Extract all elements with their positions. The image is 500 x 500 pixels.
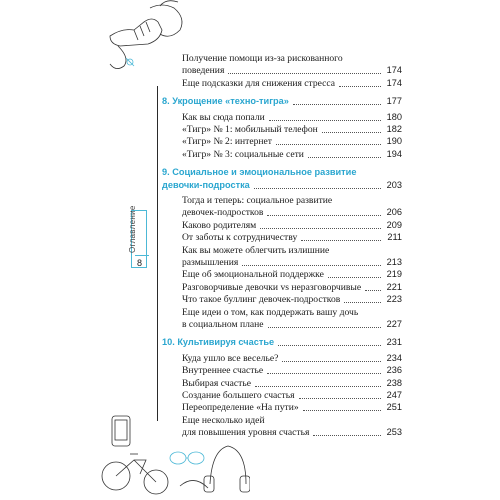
toc-leader-dots — [322, 123, 381, 133]
toc-page-number: 182 — [386, 124, 402, 134]
toc-page-number: 209 — [386, 219, 402, 230]
toc-page-number: 194 — [386, 148, 402, 159]
toc-leader-dots — [299, 389, 381, 399]
toc-page-number: 213 — [386, 257, 402, 267]
toc-leader-dots — [267, 364, 381, 374]
toc-entry-title: 8. Укрощение «техно-тигра» — [162, 96, 289, 107]
toc-entry-title: поведения — [182, 65, 225, 77]
lifestyle-doodle-icon — [100, 410, 250, 500]
toc-entry-title: в социальном плане — [182, 319, 264, 330]
toc-page-number: 174 — [386, 65, 402, 76]
running-head-rule — [135, 255, 149, 256]
toc-page-number: 206 — [386, 207, 402, 218]
toc-page-number: 190 — [386, 136, 402, 147]
toc-leader-dots — [313, 426, 380, 436]
toc-entry-title: девочек-подростков — [182, 207, 264, 219]
toc-leader-dots — [301, 231, 381, 241]
toc-page-number: 238 — [386, 377, 402, 388]
toc-leader-dots — [308, 148, 381, 158]
toc-entry-title: Как вы сюда попали — [182, 111, 265, 123]
toc-page-number: 203 — [386, 179, 402, 190]
toc-entry-title: От заботы к сотрудничеству — [182, 232, 298, 244]
toc-page-number: 251 — [386, 402, 402, 413]
toc-entry-title: «Тигр» № 3: социальные сети — [182, 148, 304, 160]
toc-entry-title: Еще об эмоциональной поддержке — [182, 269, 324, 281]
toc-leader-dots — [365, 281, 381, 291]
toc-entry-title: Что такое буллинг девочек-подростков — [182, 294, 341, 306]
toc-entry-title: Еще подсказки для снижения стресса — [182, 77, 336, 89]
toc-entry-title: Каково родителям — [182, 219, 257, 231]
toc-page-number: 180 — [386, 111, 402, 122]
toc-entry-title: размышления — [182, 257, 239, 268]
toc-page-number: 227 — [386, 319, 402, 329]
toc-page-number: 211 — [387, 232, 402, 243]
toc-leader-dots — [344, 293, 380, 303]
toc-entry-title: девочки-подростка — [162, 179, 250, 190]
toc-leader-dots — [278, 336, 381, 346]
toc-leader-dots — [339, 77, 381, 87]
toc-leader-dots — [228, 64, 380, 74]
toc-entry-title: 9. Социальное и эмоциональное развитие — [162, 167, 357, 178]
running-head-label: Оглавление — [128, 205, 137, 253]
toc-entry-title: для повышения уровня счастья — [182, 427, 310, 439]
toc-leader-dots — [254, 179, 381, 189]
toc-leader-dots — [269, 111, 381, 121]
toc-entry-title: Как вы можете облегчить излишние — [182, 244, 330, 256]
toc-entry-title: Внутреннее счастье — [182, 365, 264, 377]
toc-page-number: 177 — [386, 96, 402, 107]
toc-page-number: 236 — [386, 365, 402, 376]
toc-entry-title: Создание большего счастья — [182, 390, 295, 401]
toc-entry-title: Выбирая счастье — [182, 377, 251, 389]
toc-page-number: 174 — [386, 77, 402, 88]
toc-page-number: 231 — [386, 337, 402, 348]
toc-leader-dots — [303, 401, 381, 411]
toc-page-number: 253 — [386, 427, 402, 438]
toc-leader-dots — [276, 135, 381, 145]
toc-entry-title: Еще несколько идей — [182, 414, 265, 426]
toc-leader-dots — [268, 318, 381, 328]
toc-leader-dots — [255, 377, 381, 387]
toc-entry-title: «Тигр» № 1: мобильный телефон — [182, 124, 318, 135]
toc-page-number: 234 — [386, 352, 402, 363]
toc-page-number: 247 — [386, 390, 402, 400]
toc-leader-dots — [242, 256, 380, 266]
toc-page-number: 221 — [386, 281, 402, 292]
toc-leader-dots — [293, 95, 381, 105]
page-number: 8 — [137, 258, 143, 268]
toc-entry-title: Куда ушло все веселье? — [182, 352, 279, 364]
toc-entry-title: 10. Культивируя счастье — [162, 337, 275, 348]
toc-leader-dots — [267, 206, 380, 216]
toc-entry-title: Получение помощи из-за рискованного — [182, 53, 343, 64]
toc-entry-title: Еще идеи о том, как поддержать вашу дочь — [182, 306, 359, 318]
toc-leader-dots — [328, 268, 381, 278]
toc-page-number: 223 — [386, 294, 402, 305]
toc-entry-title: Тогда и теперь: социальное развитие — [182, 195, 333, 206]
toc-leader-dots — [260, 219, 380, 229]
toc-entry-title: Разговорчивые девочки vs неразговорчивые — [182, 281, 362, 293]
toc-entry-title: Переопределение «На пути» — [182, 402, 299, 414]
margin-rule — [157, 86, 158, 421]
toc-entry-title: «Тигр» № 2: интернет — [182, 136, 272, 148]
toc-leader-dots — [282, 352, 380, 362]
toc-page-number: 219 — [386, 269, 402, 280]
